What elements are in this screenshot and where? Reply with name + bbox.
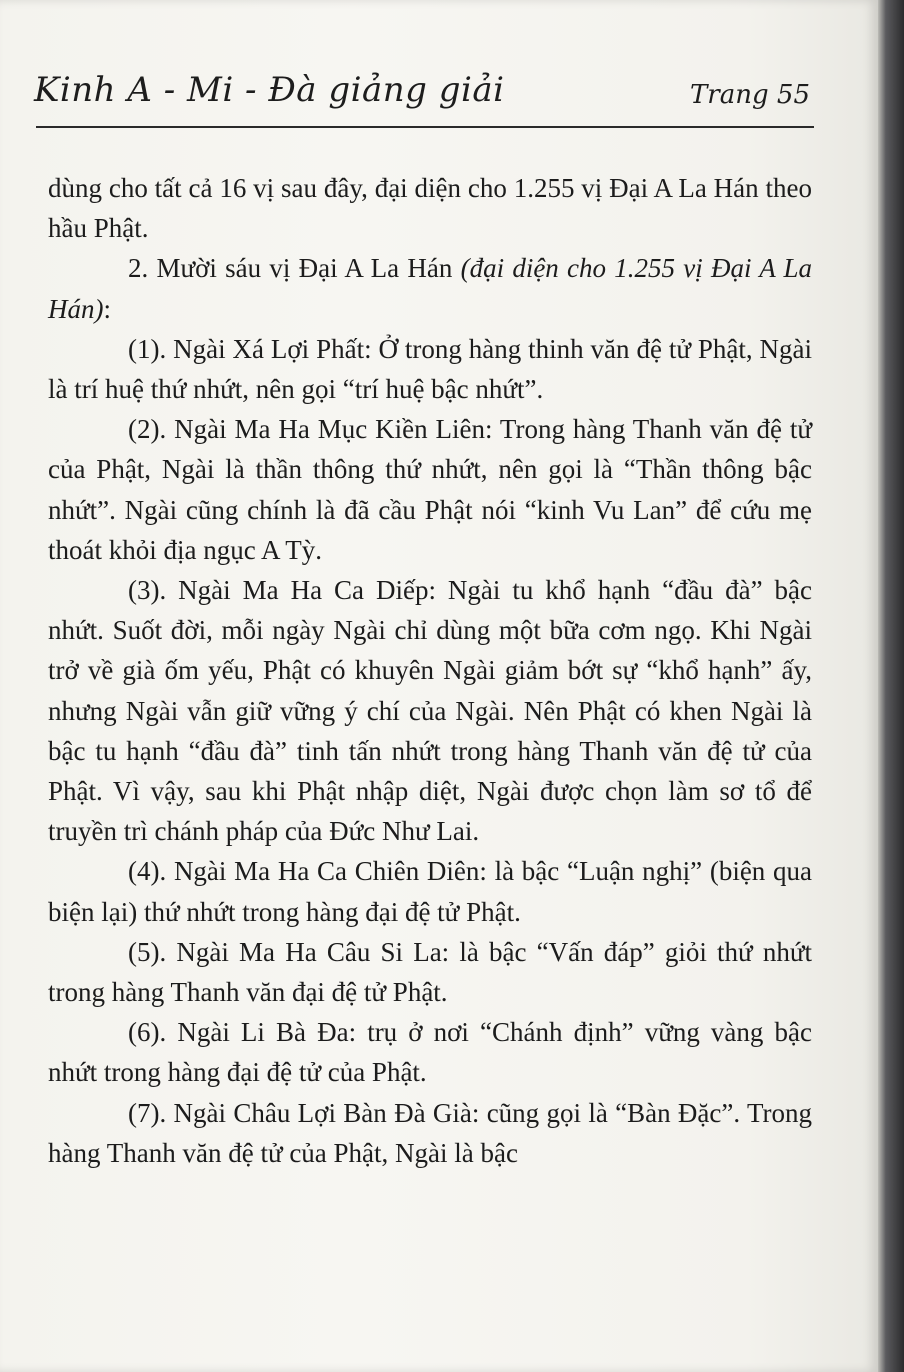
section-heading-text: 2. Mười sáu vị Đại A La Hán xyxy=(128,253,461,284)
paragraph-item-3: (3). Ngài Ma Ha Ca Diếp: Ngài tu khổ hạnh “đầu đà” bậc nhứt. Suốt đời, mỗi ngày Ngài chỉ dùng một bữa cơm ngọ. Khi Ngài trở về già ốm yếu, Phật có khuyên Ngài giảm bớt sự “khổ hạnh” ấy, nhưng Ngài vẫn giữ vững ý chí của Ngài. Nên Phật có khen Ngài là bậc tu hạnh “đầu đà” tinh tấn nhứt trong hàng Thanh văn đệ tử của Phật. Vì vậy, sau khi Phật nhập diệt, Ngài được chọn làm sơ tổ để truyền trì chánh pháp của Đức Như Lai. xyxy=(48,575,812,847)
page-number: 55 xyxy=(776,80,810,110)
page-label: Trang xyxy=(689,80,769,110)
body-text xyxy=(48,168,812,1173)
book-title: Kinh A - Mi - Đà giảng giải xyxy=(34,70,505,110)
paragraph-item-7: (7). Ngài Châu Lợi Bàn Đà Già: cũng gọi là “Bàn Đặc”. Trong hàng Thanh văn đệ tử của Phật, Ngài là bậc xyxy=(48,1097,812,1168)
page-edge xyxy=(878,0,904,1372)
section-heading-colon: : xyxy=(103,293,112,324)
paragraph-item-5: (5). Ngài Ma Ha Câu Si La: là bậc “Vấn đáp” giỏi thứ nhứt trong hàng Thanh văn đại đệ tử Phật. xyxy=(48,936,812,1008)
running-header xyxy=(34,66,816,130)
paragraph-section-heading xyxy=(48,248,812,328)
header-divider xyxy=(36,126,814,128)
paragraph-item-6: (6). Ngài Li Bà Đa: trụ ở nơi “Chánh định” vững vàng bậc nhứt trong hàng đại đệ tử của Phật. xyxy=(48,1017,812,1088)
paragraph-item-4: (4). Ngài Ma Ha Ca Chiên Diên: là bậc “Luận nghị” (biện qua biện lại) thứ nhứt trong hàng đại đệ tử Phật. xyxy=(48,856,812,927)
section-heading-italic: (đại diện cho 1.255 vị Đại A La Hán) xyxy=(48,253,813,324)
paragraph-continuation: dùng cho tất cả 16 vị sau đây, đại diện cho 1.255 vị Đại A La Hán theo hầu Phật. xyxy=(48,173,812,244)
paragraph-item-1: (1). Ngài Xá Lợi Phất: Ở trong hàng thinh văn đệ tử Phật, Ngài là trí huệ thứ nhứt, nên gọi “trí huệ bậc nhứt”. xyxy=(48,333,812,405)
paragraph-item-2: (2). Ngài Ma Ha Mục Kiền Liên: Trong hàng Thanh văn đệ tử của Phật, Ngài là thần thông thứ nhứt, nên gọi là “Thần thông bậc nhứt”. Ngài cũng chính là đã cầu Phật nói “kinh Vu Lan” để cứu mẹ thoát khỏi địa ngục A Tỳ. xyxy=(48,414,812,565)
page-number-label xyxy=(690,80,810,110)
